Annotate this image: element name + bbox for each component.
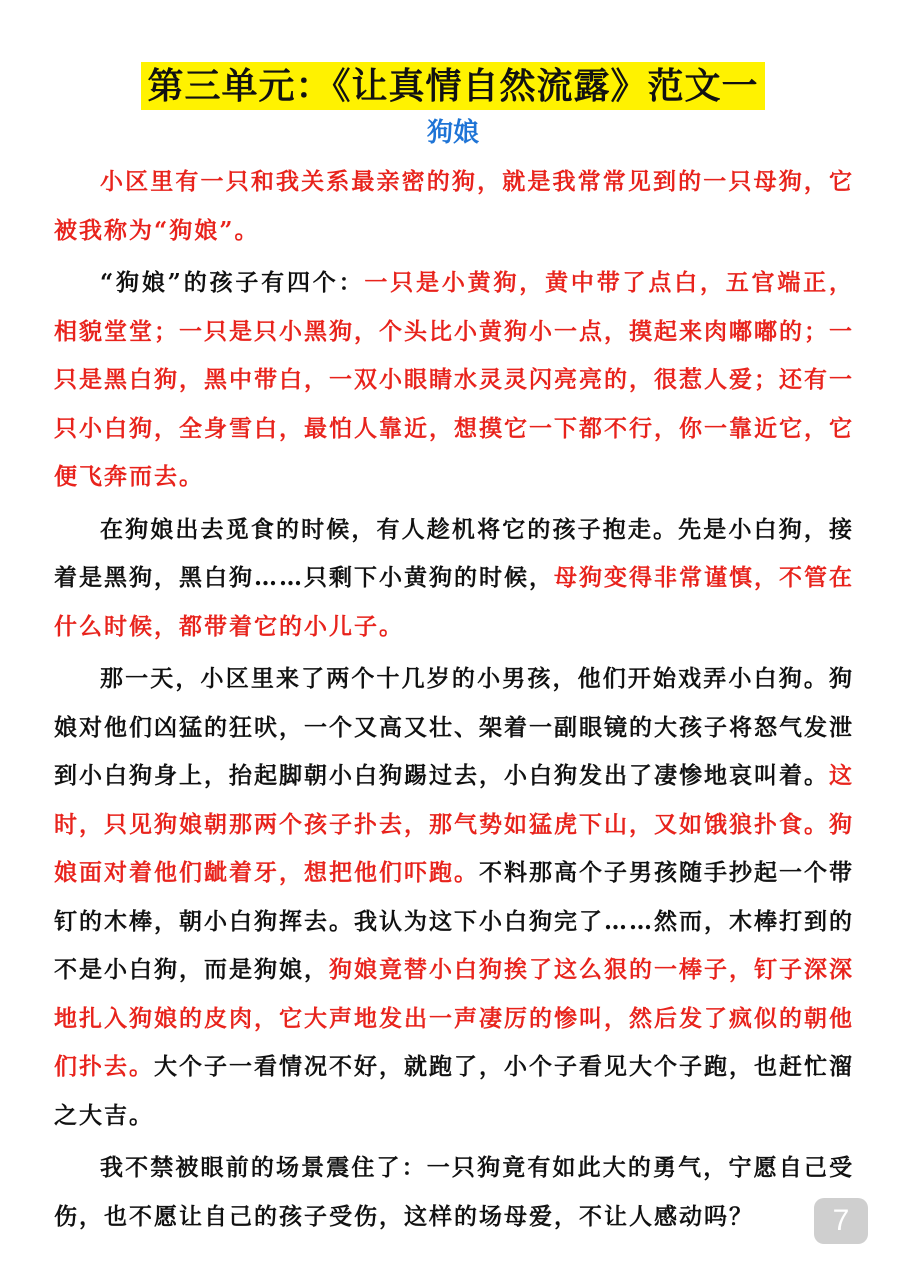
highlighted-text: 小区里有一只和我关系最亲密的狗，就是我常常见到的一只母狗，它被我称为“狗娘”。 — [54, 168, 854, 244]
plain-text: 那一天，小区里来了两个十几岁的小男孩，他们开始戏弄小白狗。狗娘对他们凶猛的狂吠，一个又高又壮、架着一副眼镜的大孩子将怒气发泄到小白狗身上，抬起脚朝小白狗踢过去，小白狗发出了凄惨地哀叫着。 — [54, 665, 854, 789]
essay-paragraph — [54, 506, 854, 652]
page-number-badge: 7 — [814, 1198, 868, 1244]
essay-body — [54, 158, 854, 1245]
essay-paragraph — [54, 259, 854, 502]
highlighted-text: 狗娘竟替小白狗挨了这么狠的一棒子，钉子深深地扎入狗娘的皮肉，它大声地发出一声凄厉的惨叫，然后发了疯似的朝他们扑去。 — [54, 956, 854, 1080]
plain-text: “狗娘”的孩子有四个： — [100, 269, 365, 296]
highlighted-text: 一只是小黄狗，黄中带了点白，五官端正，相貌堂堂；一只是只小黑狗，个头比小黄狗小一点，摸起来肉嘟嘟的；一只是黑白狗，黑中带白，一双小眼睛水灵灵闪亮亮的，很惹人爱；还有一只小白狗，全身雪白，最怕人靠近，想摸它一下都不行，你一靠近它，它便飞奔而去。 — [54, 269, 854, 490]
essay-paragraph — [54, 1144, 854, 1241]
essay-paragraph — [54, 158, 854, 255]
plain-text: 不料那高个子男孩随手抄起一个带钉的木棒，朝小白狗挥去。我认为这下小白狗完了……然而，木棒打到的不是小白狗，而是狗娘， — [54, 859, 854, 983]
essay-paragraph — [54, 655, 854, 1140]
essay-subtitle: 狗娘 — [426, 118, 479, 148]
highlighted-text: 这时，只见狗娘朝那两个孩子扑去，那气势如猛虎下山，又如饿狼扑食。狗娘面对着他们龇着牙，想把他们吓跑。 — [54, 762, 854, 886]
plain-text: 大个子一看情况不好，就跑了，小个子看见大个子跑，也赶忙溜之大吉。 — [54, 1053, 854, 1129]
page-title: 第三单元：《让真情自然流露》范文一 — [141, 62, 764, 110]
highlighted-text: 母狗变得非常谨慎，不管在什么时候，都带着它的小儿子。 — [54, 564, 854, 640]
title-container — [0, 62, 906, 110]
plain-text: 我不禁被眼前的场景震住了：一只狗竟有如此大的勇气，宁愿自己受伤，也不愿让自己的孩子受伤，这样的场母爱，不让人感动吗？ — [54, 1154, 854, 1230]
plain-text: 在狗娘出去觅食的时候，有人趁机将它的孩子抱走。先是小白狗，接着是黑狗，黑白狗……只剩下小黄狗的时候， — [54, 515, 854, 591]
